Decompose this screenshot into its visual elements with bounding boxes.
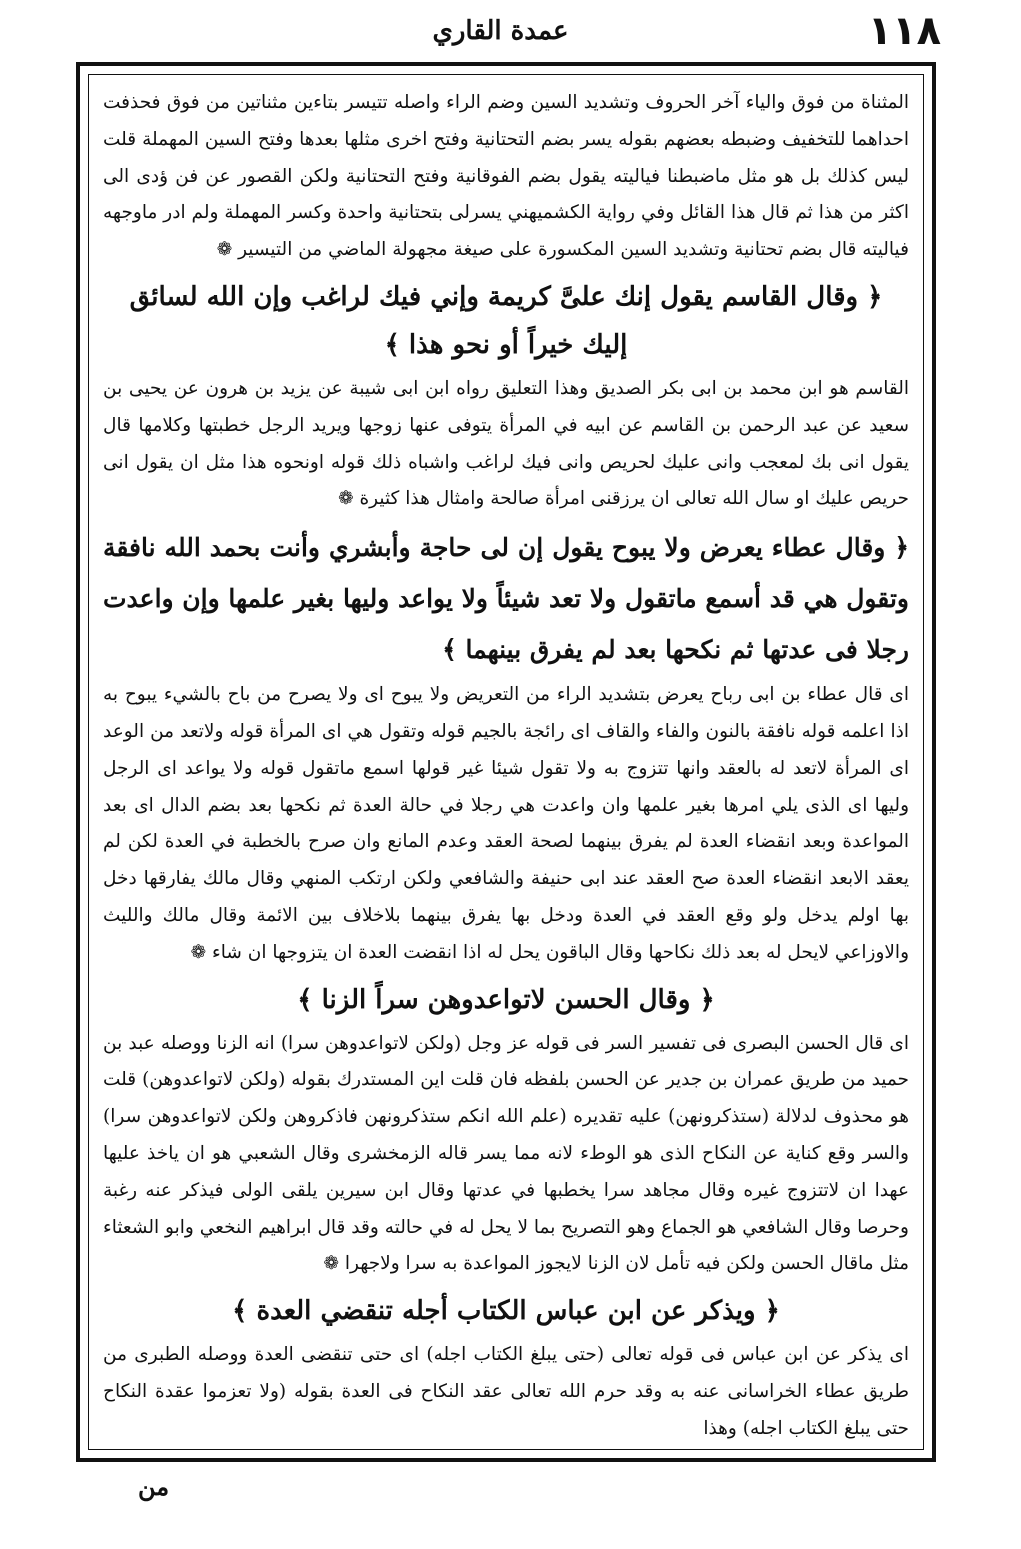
running-title: عمدة القاري	[432, 16, 569, 46]
commentary-paragraph-1: المثناة من فوق والياء آخر الحروف وتشديد السين وضم الراء واصله تتيسر بتاءين مثناتين من فوق فحذفت احداهما للتخفيف وضبطه بعضهم بقوله يسر بضم التحتانية وفتح اخرى مثلها بعدها وفتح السين المهملة قلت ليس كذلك بل هو مثل ماضبطنا فياليته يقول بضم الفوقانية وفتح التحتانية ولكن القصور عن فن ؤدى الى اكثر من هذا ثم قال هذا القائل وفي رواية الكشميهني يسرلى بتحتانية واحدة وكسر المهملة ولم ادر ماوجهه فياليته قال بضم تحتانية وتشديد السين المكسورة على صيغة مجهولة الماضي من التيسير ❁	[103, 92, 909, 261]
commentary-paragraph-5: اى يذكر عن ابن عباس فى قوله تعالى (حتى يبلغ الكتاب اجله) اى حتى تنقضى العدة ووصله الطبرى من طريق عطاء الخراسانى عنه به وقد حرم الله تعالى عقد النكاح فى العدة بقوله (ولا تعزموا عقدة النكاح حتى يبلغ الكتاب اجله) وهذا	[103, 1344, 909, 1439]
commentary-paragraph-2: القاسم هو ابن محمد بن ابى بكر الصديق وهذا التعليق رواه ابن ابى شيبة عن يزيد بن هرون عن يحيى بن سعيد عن عبد الرحمن بن القاسم عن ابيه في المرأة يتوفى عنها زوجها ويريد الرجل خطبتها وكلامها قال يقول انى بك لمعجب وانى عليك لحريص وانى فيك لراغب واشباه ذلك قوله اونحوه هذا مثل ان يقول انى حريص عليك او سال الله تعالى ان يرزقنى امرأة صالحة وامثال هذا كثيرة ❁	[103, 377, 909, 510]
catchword: من	[138, 1472, 170, 1501]
commentary-paragraph-4: اى قال الحسن البصرى فى تفسير السر فى قوله عز وجل (ولكن لاتواعدوهن سرا) انه الزنا ووصله عبد بن حميد من طريق عمران بن جدير عن الحسن بلفظه فان قلت اين المستدرك بقوله (ولكن لاتواعدوهن) قلت هو محذوف لدلالة (ستذكرونهن) عليه تقديره (علم الله انكم ستذكرونهن فاذكروهن ولكن لاتواعدوهن سرا) والسر وقع كناية عن النكاح الذى هو الوطء لانه مما يسر قاله الزمخشرى وقال الشعبي هو ان ياخذ عليها عهدا ان لاتتزوج غيره وقال مجاهد سرا يخطبها في عدتها وقال ابن سيرين يلقى الولى فيذكر عنه رغبة وحرصا وقال الشافعي هو الجماع وهو التصريح بما لا يحل له في حالته وقد قال ابراهيم النخعي وابو الشعثاء مثل ماقال الحسن ولكن فيه تأمل لان الزنا لايجوز المواعدة به سرا ولاجهرا ❁	[103, 1032, 909, 1275]
commentary-paragraph-3: اى قال عطاء بن ابى رباح يعرض بتشديد الراء من التعريض ولا يبوح اى ولا يصرح من باح بالشيء يبوح به اذا اعلمه قوله نافقة بالنون والفاء والقاف اى رائجة بالجيم قوله وتقول هي اى المرأة قوله ولاتعد من الوعد اى المرأة لاتعد له بالعقد وانها تتزوج به ولا تقول شيئا غير قولها اسمع ماتقول قوله ولا يواعد اى الرجل وليها اى الذى يلي امرها بغير علمها وان واعدت هي رجلا في حالة العدة ثم نكحها بعد بضم الدال اى بعد المواعدة وبعد انقضاء العدة لم يفرق بينهما لصحة العقد وعدم المانع وان صرح بالخطبة في العدة لكن لم يعقد الابعد انقضاء العدة صح العقد عند ابى حنيفة والشافعي ولكن ارتكب المنهي وقال مالك يفارقها دخل بها اولم يدخل ولو وقع العقد في العدة ودخل بها يفرق بينهما بلاخلاف بين الائمة وقال مالك والليث والاوزاعي لايحل له بعد ذلك نكاحها وقال الباقون يحل له اذا انقضت العدة ان يتزوجها ان شاء ❁	[103, 684, 909, 963]
page-frame-inner	[88, 74, 924, 1450]
hadith-heading-ibn-abbas: ﴿ ويذكر عن ابن عباس الكتاب أجله تنقضي العدة ﴾	[232, 1296, 780, 1327]
page-frame-outer	[76, 62, 936, 1462]
hadith-heading-ata: ﴿ وقال عطاء يعرض ولا يبوح يقول إن لى حاجة وأبشري وأنت بحمد الله نافقة وتقول هي قد أسمع ماتقول ولا تعد شيئاً ولا يواعد وليها بغير علمها وإن واعدت رجلا فى عدتها ثم نكحها بعد لم يفرق بينهما ﴾	[103, 533, 909, 665]
hadith-heading-qasim: ﴿ وقال القاسم يقول إنك علىَّ كريمة وإني فيك لراغب وإن الله لسائق إليك خيراً أو نحو هذا ﴾	[129, 281, 883, 360]
main-text-body	[103, 85, 909, 1439]
page-number: ١١٨	[867, 8, 941, 54]
page-header	[60, 8, 941, 58]
hadith-heading-hasan: ﴿ وقال الحسن لاتواعدوهن سراً الزنا ﴾	[297, 984, 715, 1015]
